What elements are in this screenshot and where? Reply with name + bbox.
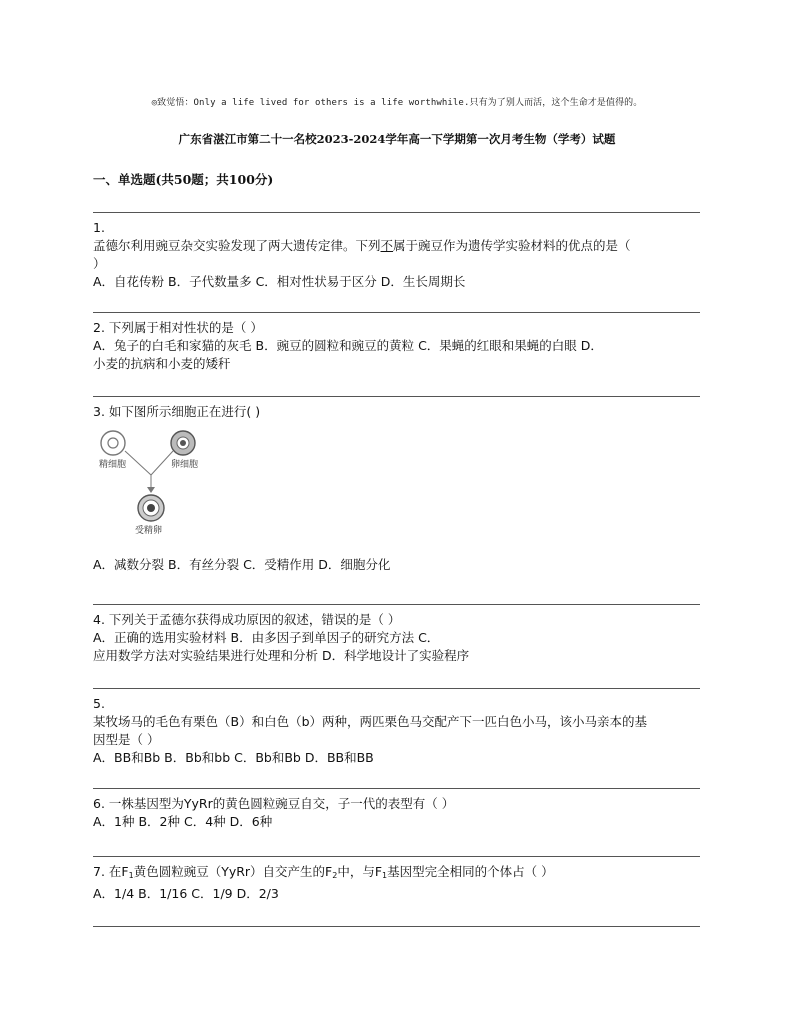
question-options: A．兔子的白毛和家猫的灰毛 B．豌豆的圆粒和豌豆的黄粒 C．果蝇的红眼和果蝇的白眼 D． <box>93 338 603 353</box>
question-stem-end: ） <box>93 256 106 271</box>
question-3 <box>93 396 700 574</box>
header-motto: ◎致觉悟：Only a life lived for others is a life worthwhile.只有为了别人而活，这个生命才是值得的。 <box>151 98 643 108</box>
zygote-nucleus <box>147 504 155 512</box>
question-options-continued: 应用数学方法对实验结果进行处理和分析 D．科学地设计了实验程序 <box>93 648 470 663</box>
question-stem-continued: 因型是（ ） <box>93 732 160 747</box>
arrow-head <box>147 487 155 493</box>
zygote-label: 受精卵 <box>135 526 163 536</box>
bottom-divider <box>93 926 700 927</box>
question-options-continued: 小麦的抗病和小麦的矮秆 <box>93 356 231 371</box>
question-options: A．自花传粉 B．子代数量多 C．相对性状易于区分 D．生长周期长 <box>93 274 466 289</box>
egg-cell-nucleus <box>180 440 186 446</box>
question-1 <box>93 212 700 291</box>
question-stem: 7. 在$F_1$黄色圆粒豌豆（YyRr）自交产生的$F_2$中，与$F_1$基因型完全相同的个体占（ ） <box>93 864 554 880</box>
question-options: A．减数分裂 B．有丝分裂 C．受精作用 D．细胞分化 <box>93 557 391 572</box>
sperm-cell-nucleus <box>108 438 118 448</box>
question-options: A．正确的选用实验材料 B．由多因子到单因子的研究方法 C． <box>93 630 440 645</box>
section-heading: 一、单选题(共50题；共100分) <box>93 172 274 187</box>
arrow-line-left <box>125 451 151 475</box>
question-4 <box>93 604 700 665</box>
question-stem: 4. 下列关于孟德尔获得成功原因的叙述，错误的是（ ） <box>93 612 401 627</box>
question-options: A．1/4 B．1/16 C．1/9 D．2/3 <box>93 886 279 901</box>
question-6 <box>93 788 700 831</box>
question-options: A．BB和Bb B．Bb和bb C．Bb和Bb D．BB和BB <box>93 750 374 765</box>
sperm-cell-label: 精细胞 <box>99 460 127 470</box>
question-2 <box>93 312 700 373</box>
emphasis-underline: 不 <box>380 238 394 253</box>
question-options: A．1种 B．2种 C．4种 D．6种 <box>93 814 273 829</box>
question-7 <box>93 856 700 903</box>
question-stem: 某牧场马的毛色有栗色（B）和白色（b）两种，两匹栗色马交配产下一匹白色小马，该小马亲本的基 <box>93 714 648 729</box>
question-number: 5. <box>93 696 105 711</box>
document-title: 广东省湛江市第二十一名校2023-2024学年高一下学期第一次月考生物（学考）试题 <box>178 132 616 146</box>
fertilization-figure <box>95 429 215 544</box>
question-5 <box>93 688 700 767</box>
egg-cell-label: 卵细胞 <box>171 460 199 470</box>
question-stem: 3. 如下图所示细胞正在进行( ) <box>93 404 261 419</box>
question-stem: 6. 一株基因型为YyRr的黄色圆粒豌豆自交，子一代的表型有（ ） <box>93 796 455 811</box>
question-number: 1. <box>93 220 105 235</box>
arrow-line-right <box>151 451 173 475</box>
question-stem: 孟德尔利用豌豆杂交实验发现了两大遗传定律。下列不属于豌豆作为遗传学实验材料的优点的是（ <box>93 238 631 253</box>
question-stem: 2. 下列属于相对性状的是（ ） <box>93 320 263 335</box>
